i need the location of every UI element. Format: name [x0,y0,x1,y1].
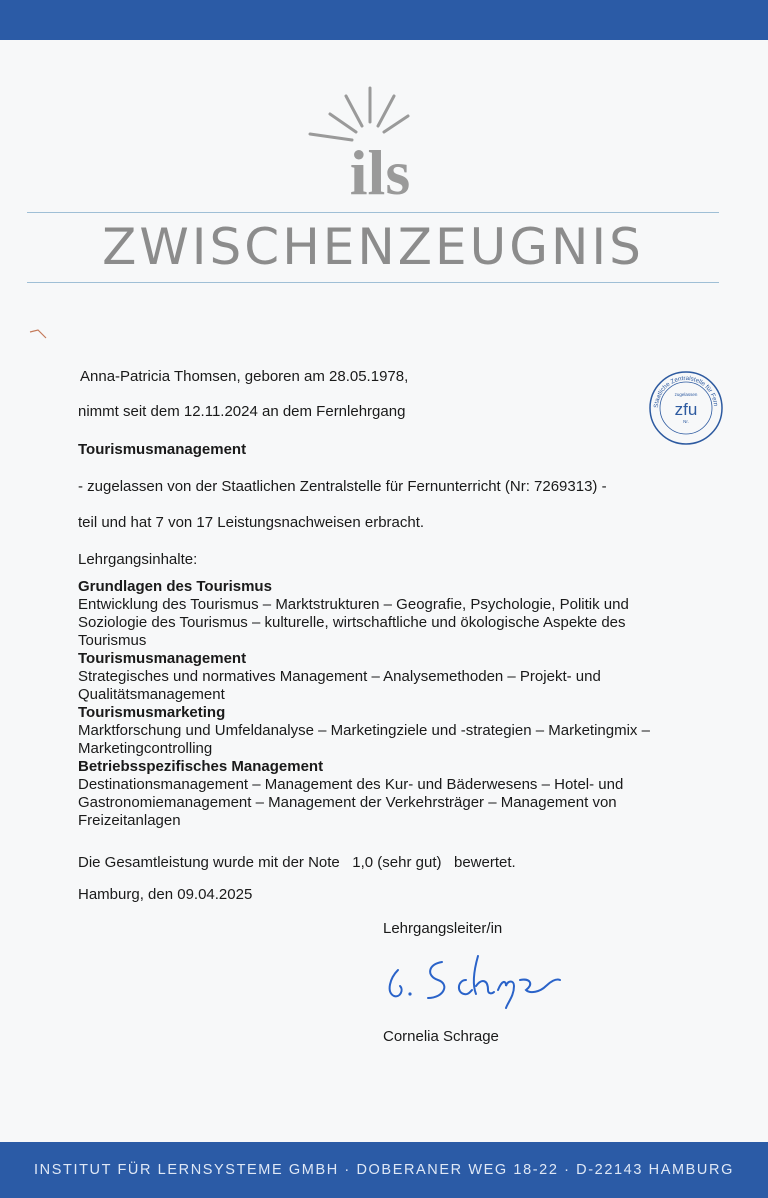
logo-wordmark: ils [349,137,411,202]
section-line: Marktforschung und Umfeldanalyse – Marketingziele und -strategien – Marketingmix – [78,722,650,739]
section-heading: Betriebsspezifisches Management [78,758,324,775]
sun-rays-icon [310,88,408,140]
section-line: Gastronomiemanagement – Management der Verkehrsträger – Management von [78,794,617,811]
section-line: Marketingcontrolling [78,740,213,757]
title-rule-top [27,212,719,213]
zfu-seal [646,368,726,448]
course-name: Tourismusmanagement [78,441,247,458]
seal-small-top: zugelassen [674,392,698,397]
seal-ring-text: Staatliche Zentralstelle für Fern [652,374,719,409]
start-line: nimmt seit dem 12.11.2024 an dem Fernlehrgang [78,403,406,420]
ils-logo [300,82,440,202]
student-line: Anna-Patricia Thomsen, geboren am 28.05.1978, [80,368,409,385]
section-line: Tourismus [78,632,147,649]
document-title: ZWISCHENZEUGNIS [102,218,644,276]
seal-small-bottom: Nr. [683,419,689,424]
section-line: Freizeitanlagen [78,812,181,829]
signer-name: Cornelia Schrage [383,1028,499,1045]
section-line: Destinationsmanagement – Management des Kur- und Bäderwesens – Hotel- und [78,776,624,793]
course-contents [78,578,698,830]
section-heading: Tourismusmanagement [78,650,247,667]
section-line: Soziologie des Tourismus – kulturelle, wirtschaftliche und ökologische Aspekte des [78,614,626,631]
place-date: Hamburg, den 09.04.2025 [78,886,253,903]
section-line: Entwicklung des Tourismus – Marktstrukturen – Geografie, Psychologie, Politik und [78,596,629,613]
signature-role: Lehrgangsleiter/in [383,920,503,937]
contents-label: Lehrgangsinhalte: [78,551,198,568]
top-band [0,0,768,40]
pen-mark [28,326,48,340]
section-line: Qualitätsmanagement [78,686,225,703]
grade-sentence: Die Gesamtleistung wurde mit der Note 1,0 (sehr gut) bewertet. [78,854,516,871]
section-line: Strategisches und normatives Management – Analysemethoden – Projekt- und [78,668,601,685]
section-heading: Grundlagen des Tourismus [78,578,272,595]
seal-main-text: zfu [674,400,698,419]
progress-line: teil und hat 7 von 17 Leistungsnachweisen erbracht. [78,514,425,531]
footer-address: INSTITUT FÜR LERNSYSTEME GMBH · DOBERANER WEG 18-22 · D-22143 HAMBURG [34,1162,734,1178]
section-heading: Tourismusmarketing [78,704,226,721]
title-rule-bottom [27,282,719,283]
bottom-band [0,1142,768,1198]
handwritten-signature [380,950,570,1010]
approval-line: - zugelassen von der Staatlichen Zentralstelle für Fernunterricht (Nr: 7269313) - [78,478,607,495]
